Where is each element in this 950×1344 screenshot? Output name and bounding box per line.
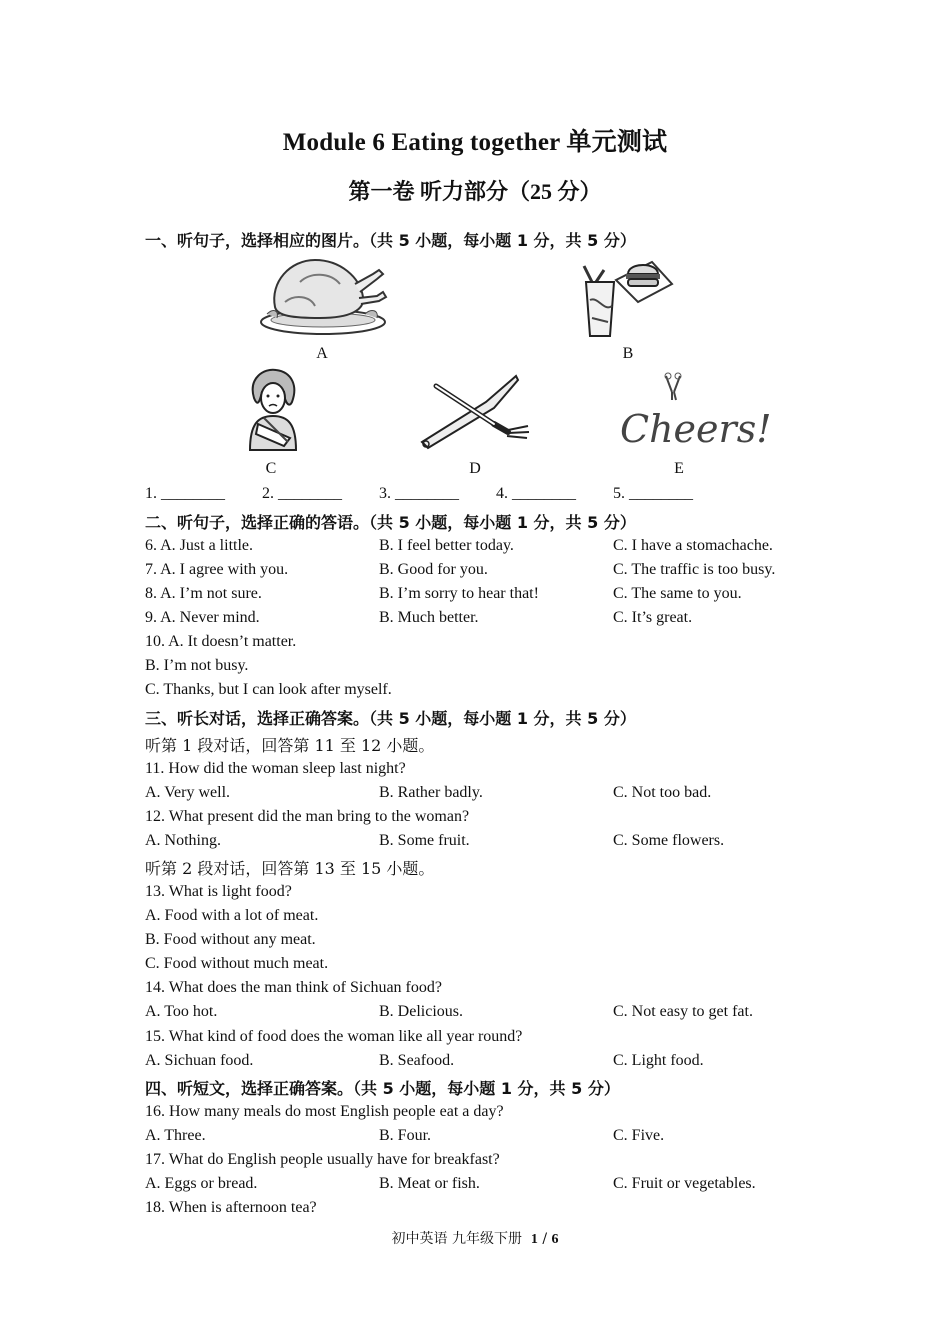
woman-with-arm-sling-icon	[244, 368, 302, 450]
q18-question: 18. When is afternoon tea?	[145, 1199, 317, 1216]
q11-option-c: C. Not too bad.	[613, 784, 712, 801]
dialog1-instruction: 听第 1 段对话，回答第 11 至 12 小题。	[145, 736, 435, 755]
q13-option-a: A. Food with a lot of meat.	[145, 907, 319, 924]
footer-page-number: 1	[530, 1232, 538, 1247]
footer-page-total: 6	[551, 1232, 559, 1247]
q15-option-c: C. Light food.	[613, 1052, 704, 1069]
q14-question: 14. What does the man think of Sichuan food?	[145, 979, 442, 996]
q16-question: 16. How many meals do most English people eat a day?	[145, 1103, 504, 1120]
q11-question: 11. How did the woman sleep last night?	[145, 760, 406, 777]
q14-option-a: A. Too hot.	[145, 1003, 218, 1020]
picture-label-d: D	[469, 460, 481, 477]
q16-option-c: C. Five.	[613, 1127, 665, 1144]
footer-separator: /	[542, 1231, 548, 1247]
q6-option-c: C. I have a stomachache.	[613, 537, 773, 554]
answer-blank-4[interactable]: 4. ________	[496, 485, 576, 502]
q11-option-b: B. Rather badly.	[379, 784, 483, 801]
q10-option-b: B. I’m not busy.	[145, 657, 249, 674]
q10-option-a: 10. A. It doesn’t matter.	[145, 633, 297, 650]
section-title: 第一卷 听力部分（25 分）	[348, 179, 602, 204]
answer-blank-2[interactable]: 2. ________	[262, 485, 342, 502]
q6-option-a: 6. A. Just a little.	[145, 537, 253, 554]
q10-option-c: C. Thanks, but I can look after myself.	[145, 681, 392, 698]
q9-option-c: C. It’s great.	[613, 609, 693, 626]
q8-option-b: B. I’m sorry to hear that!	[379, 585, 539, 602]
page-footer	[0, 1228, 950, 1248]
q13-option-c: C. Food without much meat.	[145, 955, 329, 972]
q8-option-a: 8. A. I’m not sure.	[145, 585, 262, 602]
q15-option-b: B. Seafood.	[379, 1052, 455, 1069]
q14-option-c: C. Not easy to get fat.	[613, 1003, 753, 1020]
q13-option-b: B. Food without any meat.	[145, 931, 316, 948]
part3-heading: 三、听长对话，选择正确答案。（共 5 小题，每小题 1 分，共 5 分）	[145, 709, 636, 728]
q15-option-a: A. Sichuan food.	[145, 1052, 254, 1069]
q7-option-a: 7. A. I agree with you.	[145, 561, 289, 578]
q16-option-b: B. Four.	[379, 1127, 432, 1144]
q12-option-a: A. Nothing.	[145, 832, 221, 849]
q12-option-b: B. Some fruit.	[379, 832, 470, 849]
answer-blank-3[interactable]: 3. ________	[379, 485, 459, 502]
cheers-lettering-icon	[618, 372, 772, 452]
q8-option-c: C. The same to you.	[613, 585, 742, 602]
q17-option-b: B. Meat or fish.	[379, 1175, 480, 1192]
q17-question: 17. What do English people usually have for breakfast?	[145, 1151, 500, 1168]
picture-label-e: E	[674, 460, 684, 477]
q9-option-a: 9. A. Never mind.	[145, 609, 260, 626]
q17-option-c: C. Fruit or vegetables.	[613, 1175, 756, 1192]
answer-blank-1[interactable]: 1. ________	[145, 485, 225, 502]
dialog2-instruction: 听第 2 段对话，回答第 13 至 15 小题。	[145, 859, 435, 878]
q16-option-a: A. Three.	[145, 1127, 206, 1144]
q7-option-c: C. The traffic is too busy.	[613, 561, 776, 578]
q6-option-b: B. I feel better today.	[379, 537, 514, 554]
answer-blank-5[interactable]: 5. ________	[613, 485, 693, 502]
page-title: Module 6 Eating together 单元测试	[282, 129, 668, 156]
q12-option-c: C. Some flowers.	[613, 832, 725, 849]
footer-label: 初中英语 九年级下册	[391, 1231, 522, 1247]
picture-label-a: A	[316, 345, 328, 362]
part4-heading: 四、听短文，选择正确答案。（共 5 小题，每小题 1 分，共 5 分）	[145, 1079, 620, 1098]
roast-turkey-icon	[255, 252, 390, 337]
q14-option-b: B. Delicious.	[379, 1003, 463, 1020]
q7-option-b: B. Good for you.	[379, 561, 488, 578]
part1-heading: 一、听句子，选择相应的图片。（共 5 小题，每小题 1 分，共 5 分）	[145, 231, 636, 250]
picture-label-b: B	[622, 345, 634, 362]
part2-heading: 二、听句子，选择正确的答语。（共 5 小题，每小题 1 分，共 5 分）	[145, 513, 636, 532]
q17-option-a: A. Eggs or bread.	[145, 1175, 258, 1192]
drink-and-burger-icon	[582, 252, 674, 340]
knife-and-fork-icon	[416, 372, 532, 448]
cheers-text: Cheers!	[620, 407, 772, 451]
picture-label-c: C	[265, 460, 277, 477]
q12-question: 12. What present did the man bring to the woman?	[145, 808, 470, 825]
q13-question: 13. What is light food?	[145, 883, 292, 900]
q11-option-a: A. Very well.	[145, 784, 231, 801]
q15-question: 15. What kind of food does the woman like all year round?	[145, 1028, 523, 1045]
q9-option-b: B. Much better.	[379, 609, 479, 626]
